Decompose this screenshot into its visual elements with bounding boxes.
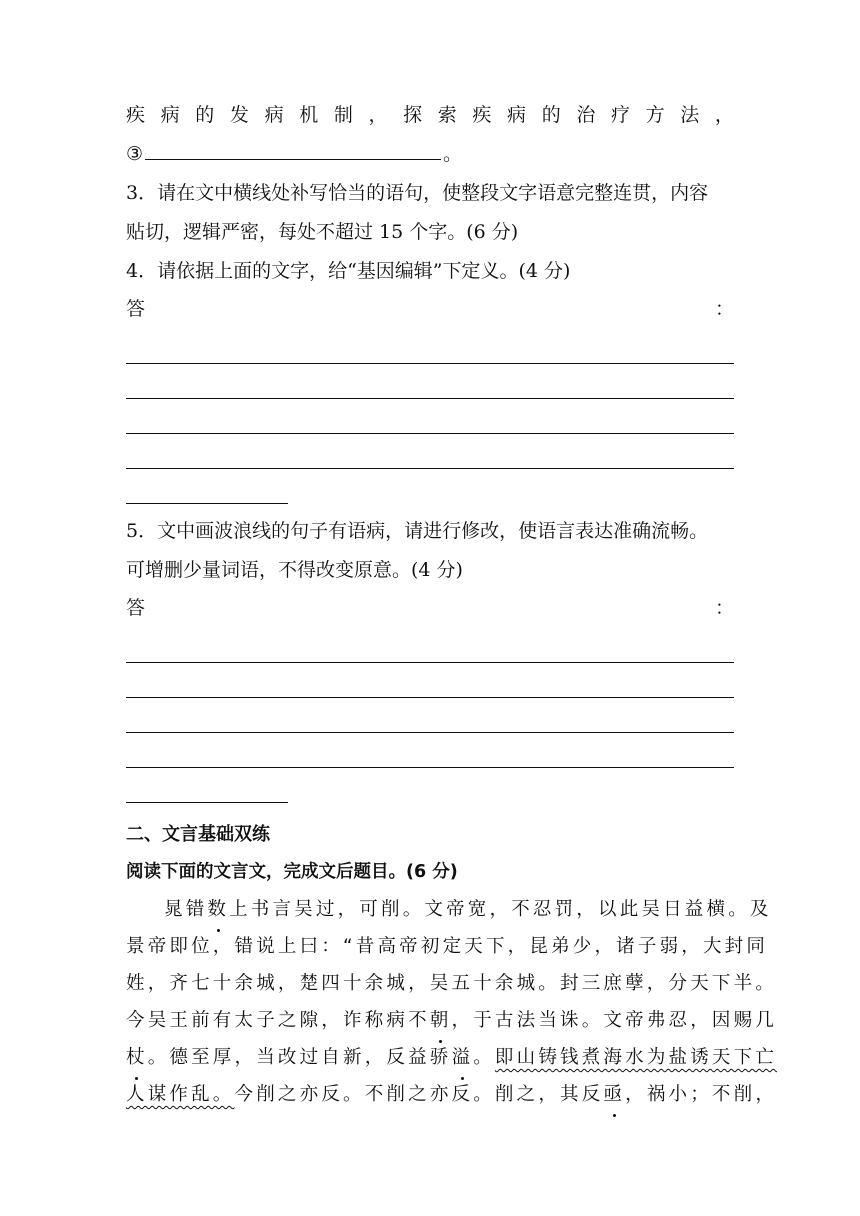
passage-char: ， [714,104,734,126]
section-2-instruction: 阅读下面的文言文，完成文后题目。(6 分) [126,862,458,882]
text-segment: 。 [473,1047,495,1068]
answer-rule-short [126,469,288,504]
answer-label: 答 [126,298,146,320]
text-segment: ，于古法当诛。文帝弗忍，因赐几 [451,1010,778,1031]
passage-char: 方 [645,104,665,126]
text-segment: ，祸小；不削， [625,1084,778,1105]
blank-marker-3: ③ [126,143,144,165]
passage-char: ， [368,104,388,126]
passage-char: 治 [576,104,596,126]
dotted-char: 朝 [430,1002,452,1039]
question-4-answer-area[interactable] [126,329,734,504]
answer-rule [126,698,734,733]
question-4-answer-label [126,291,734,327]
question-3-line-1: 3．请在文中横线处补写恰当的语句，使整段文字语意完整连贯，内容 [126,182,709,204]
question-4-line-1: 4．请依据上面的文字，给“基因编辑”下定义。(4 分) [126,260,571,282]
answer-rule [126,663,734,698]
passage-tail-line-1 [126,96,734,135]
passage-char: 疾 [472,104,492,126]
passage-char: 法 [680,104,700,126]
passage-char: 病 [160,104,180,126]
passage-char: 发 [229,104,249,126]
answer-rule-short [126,768,288,803]
passage-char: 的 [195,104,215,126]
answer-colon: ： [714,597,734,619]
passage-char: 机 [299,104,319,126]
text-segment: 。德至厚，当改过自新，反益骄 [147,1047,452,1068]
text-segment: 上书言吴过，可削。文帝宽，不忍罚，以此吴日益横。及 [229,899,772,920]
question-5-answer-area[interactable] [126,628,734,803]
fill-blank-3[interactable] [145,135,441,160]
text-segment: 今吴王前有太子之隙，诈称病不 [126,1010,430,1031]
wavy-underlined-sentence: 人谋作乱。 [126,1084,235,1105]
dotted-char: 亟 [603,1076,625,1113]
question-5-line-2: 可增删少量词语，不得改变原意。(4 分) [126,559,463,581]
section-2-heading: 二、文言基础双练 [126,824,270,845]
classical-text-line-2: 景帝即位，错说上曰：“昔高帝初定天下，昆弟少，诸子弱，大封同 [126,936,769,957]
document-page [126,96,778,1113]
answer-rule [126,399,734,434]
text-segment: 晁错 [164,899,208,920]
passage-char: 索 [437,104,457,126]
wavy-underlined-sentence: 即山铸钱煮海水为盐诱天下亡 [494,1047,778,1068]
answer-colon: ： [714,298,734,320]
dotted-char: 数 [207,891,229,928]
answer-rule [126,329,734,364]
question-3-line-2: 贴切，逻辑严密，每处不超过 15 个字。(6 分) [126,221,519,243]
answer-label: 答 [126,597,146,619]
answer-rule [126,434,734,469]
question-5-line-1: 5．文中画波浪线的句子有语病，请进行修改，使语言表达准确流畅。 [126,520,709,542]
passage-char: 疾 [126,104,146,126]
passage-char: 疗 [610,104,630,126]
answer-rule [126,733,734,768]
classical-text-line-6 [126,1076,778,1113]
answer-rule [126,364,734,399]
dotted-char: 溢 [452,1039,474,1076]
passage-char: 病 [507,104,527,126]
passage-char: 制 [333,104,353,126]
classical-text-line-3: 姓，齐七十余城，楚四十余城，吴五十余城。封三庶孽，分天下半。 [126,973,778,994]
dotted-char: 杖 [126,1039,148,1076]
passage-char: 的 [541,104,561,126]
blank-end-punct: 。 [443,143,463,165]
classical-text-line-1 [126,891,772,928]
classical-text-line-4 [126,1002,778,1039]
question-5-answer-label [126,590,734,626]
passage-char: 探 [403,104,423,126]
passage-char: 病 [264,104,284,126]
classical-text-line-5 [126,1039,778,1076]
text-segment: 今削之亦反。不削之亦反。削之，其反 [234,1084,604,1105]
passage-tail-line-2 [126,135,734,174]
answer-rule [126,628,734,663]
